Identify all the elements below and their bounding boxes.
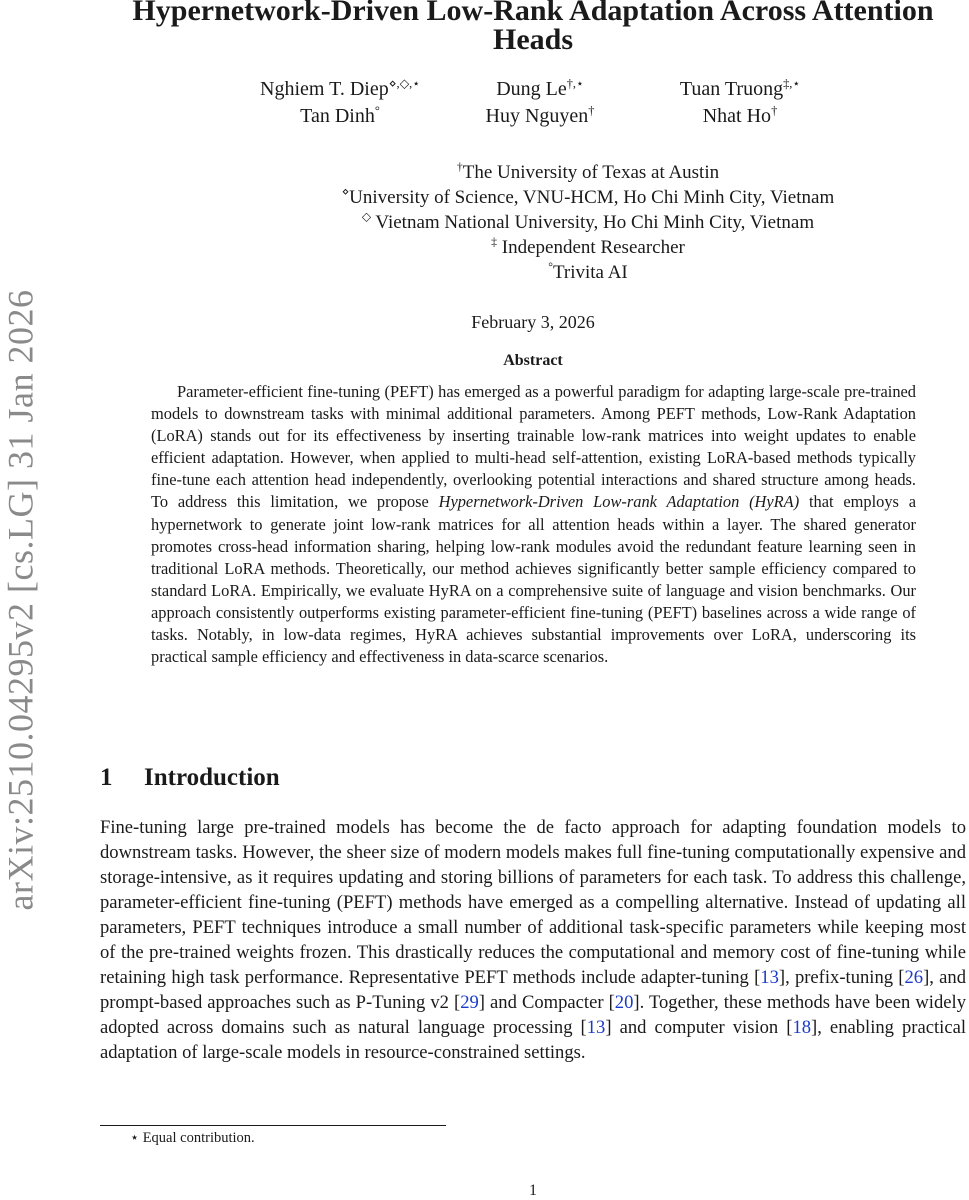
section-heading: [100, 764, 280, 792]
method-name: Hypernetwork-Driven Low-rank Adaptation (HyRA): [438, 492, 800, 512]
footnote-rule: [100, 1125, 446, 1126]
citation-link[interactable]: 13: [586, 1017, 606, 1038]
citation-link[interactable]: 20: [614, 992, 634, 1013]
affiliation: †The University of Texas at Austin: [456, 160, 720, 183]
author: Tan Dinh°: [300, 103, 380, 127]
affiliation: ⋄University of Science, VNU-HCM, Ho Chi Minh City, Vietnam: [341, 185, 835, 208]
section-title: Introduction: [144, 764, 280, 791]
section-number: 1: [100, 764, 113, 791]
citation-link[interactable]: 26: [904, 967, 924, 988]
author: Nhat Ho†: [702, 103, 778, 127]
author: Nghiem T. Diep⋄,◇,⋆: [260, 76, 420, 100]
paper-title: Hypernetwork-Driven Low-Rank Adaptation Across Attention Heads: [132, 0, 934, 56]
affiliation-list: [100, 160, 966, 285]
author: Huy Nguyen†: [485, 103, 595, 127]
author-list: [240, 78, 840, 128]
author: Dung Le†,⋆: [496, 76, 584, 100]
author: Tuan Truong‡,⋆: [679, 76, 801, 100]
citation-link[interactable]: 18: [792, 1017, 812, 1038]
publication-date: February 3, 2026: [471, 312, 595, 332]
affiliation: ◇ Vietnam National University, Ho Chi Minh City, Vietnam: [361, 210, 815, 233]
affiliation: °Trivita AI: [548, 260, 628, 283]
citation-link[interactable]: 13: [760, 967, 779, 988]
introduction-paragraph: Fine-tuning large pre-trained models has become the de facto approach for adapting foundation models to downstream tasks. However, the sheer size of modern models makes full fine-tuning computationally expensive and storage-intensive, as it requires updating and storing billions of parameters for each task. To address this challenge, parameter-efficient fine-tuning (PEFT) methods have emerged as a compelling alternative. Instead of updating all parameters, PEFT techniques introduce a small number of additional task-specific parameters while keeping most of the pre-trained weights frozen. This drastically reduces the computational and memory cost of fine-tuning while retaining high task performance. Representative PEFT methods include adapter-tuning [13], prefix-tuning [26], and prompt-based approaches such as P-Tuning v2 [29] and Compacter [20]. Together, these methods have been widely adopted across domains such as natural language processing [13] and computer vision [18], enabling practical adaptation of large-scale models in resource-constrained settings.: [100, 817, 967, 1063]
citation-link[interactable]: 29: [460, 992, 479, 1013]
arxiv-identifier: arXiv:2510.04295v2 [cs.LG] 31 Jan 2026: [0, 289, 41, 911]
affiliation: ‡ Independent Researcher: [491, 235, 685, 258]
footnote: ⋆ Equal contribution.: [130, 1130, 255, 1146]
abstract-heading: Abstract: [503, 352, 563, 369]
page-number: 1: [529, 1182, 537, 1199]
abstract-text: Parameter-efficient fine-tuning (PEFT) has emerged as a powerful paradigm for adapting large-scale pre-trained models to downstream tasks with minimal additional parameters. Among PEFT methods, Low-Rank Adaptation (LoRA) stands out for its effectiveness by inserting trainable low-rank matrices into weight updates to enable efficient adaptation. However, when applied to multi-head self-attention, existing LoRA-based methods typically fine-tune each attention head independently, overlooking potential interactions and shared structure among heads. To address this limitation, we propose Hypernetwork-Driven Low-rank Adaptation (HyRA) that employs a hypernetwork to generate joint low-rank matrices for all attention heads within a layer. The shared generator promotes cross-head information sharing, helping low-rank modules avoid the redundant feature learning seen in traditional LoRA methods. Theoretically, our method achieves significantly better sample efficiency compared to standard LoRA. Empirically, we evaluate HyRA on a comprehensive suite of language and vision benchmarks. Our approach consistently outperforms existing parameter-efficient fine-tuning (PEFT) baselines across a wide range of tasks. Notably, in low-data regimes, HyRA achieves substantial improvements over LoRA, underscoring its practical sample efficiency and effectiveness in data-scarce scenarios.: [151, 382, 916, 667]
arxiv-stamp: [0, 280, 40, 920]
